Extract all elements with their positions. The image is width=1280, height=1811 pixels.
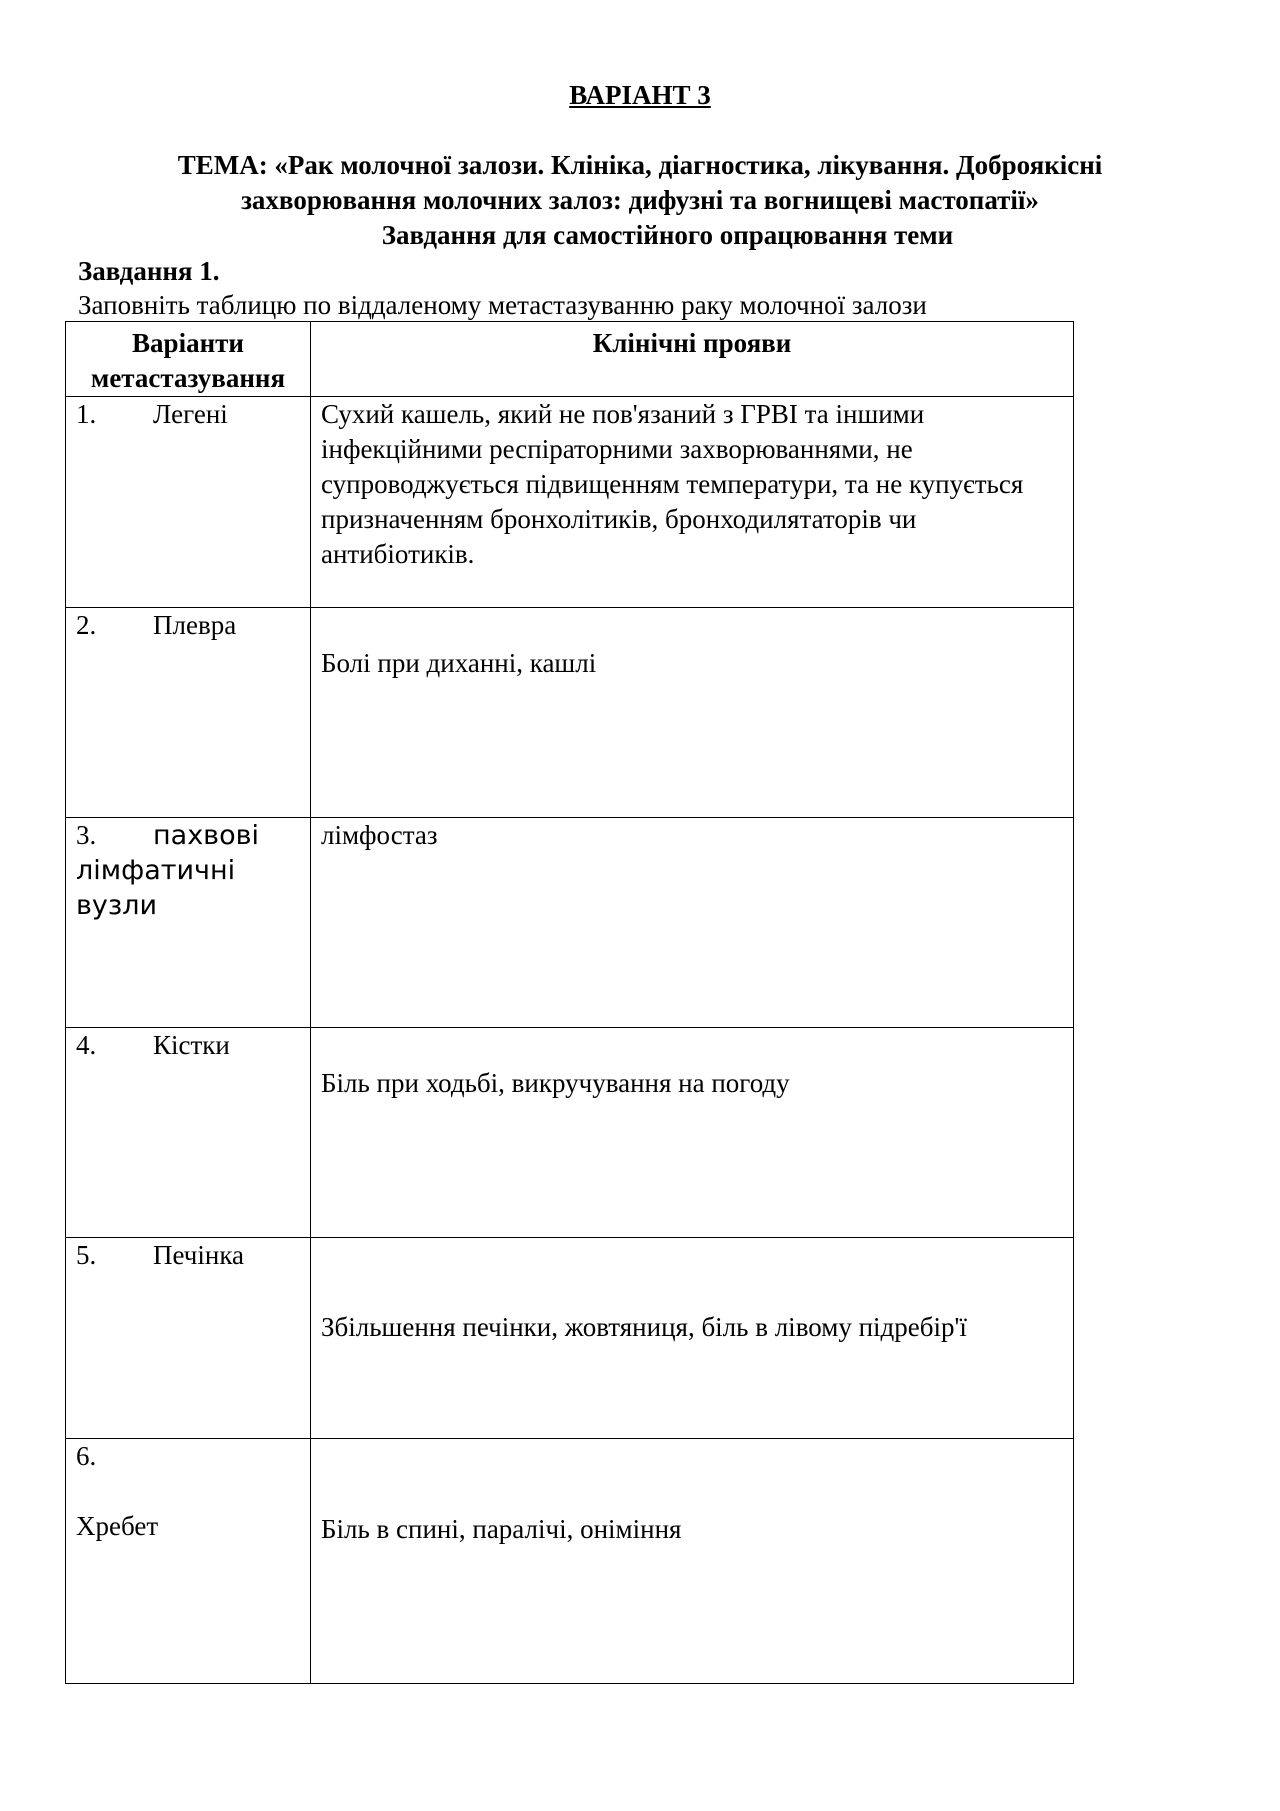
row-number: 6. — [76, 1441, 97, 1471]
manifest-cell: Біль при ходьбі, викручування на погоду — [311, 1028, 1074, 1238]
row-number: 4. — [76, 1030, 97, 1060]
row-number: 2. — [76, 610, 97, 640]
manifest-cell: Болі при диханні, кашлі — [311, 608, 1074, 818]
header-manifestations: Клінічні прояви — [311, 322, 1074, 397]
site-label: пахвові лімфатичні вузли — [76, 820, 260, 921]
site-label: Плевра — [153, 610, 237, 640]
assignment-subtitle: Завдання для самостійного опрацювання теми — [381, 220, 954, 250]
table-row — [66, 1028, 1074, 1238]
manifest-cell: лімфостаз — [311, 818, 1074, 1028]
variant-heading: ВАРІАНТ 3 — [569, 80, 711, 110]
table-header-row — [66, 322, 1074, 397]
theme-heading: ТЕМА: «Рак молочної залози. Клініка, діагностика, лікування. Доброякісні захворювання молочних залоз: дифузні та вогнищеві мастопатії» — [177, 150, 1103, 215]
row-number: 1. — [76, 399, 97, 429]
row-number: 3. — [76, 820, 97, 850]
site-cell — [66, 397, 311, 608]
site-cell — [66, 818, 311, 1028]
site-cell — [66, 1439, 311, 1684]
table-row — [66, 1439, 1074, 1684]
table-row — [66, 608, 1074, 818]
metastasis-table — [65, 321, 1074, 1684]
row-number: 5. — [76, 1240, 97, 1270]
site-label: Печінка — [153, 1240, 245, 1270]
site-cell — [66, 1028, 311, 1238]
site-label: Легені — [153, 399, 228, 429]
task-title: Завдання 1. — [78, 256, 220, 286]
site-label: Хребет — [76, 1511, 159, 1541]
task-description: Заповніть таблицю по віддаленому метастазуванню раку молочної залози — [78, 290, 927, 320]
site-cell — [66, 1238, 311, 1439]
manifest-cell: Сухий кашель, який не пов'язаний з ГРВІ та іншими інфекційними респіраторними захворюваннями, не супроводжується підвищенням температури, та не купується призначенням бронхолітиків, бронходилятаторів чи антибіотиків. — [311, 397, 1074, 608]
manifest-cell: Збільшення печінки, жовтяниця, біль в лівому підребір'ї — [311, 1238, 1074, 1439]
table-row — [66, 818, 1074, 1028]
site-label: Кістки — [153, 1030, 230, 1060]
header-variants: Варіанти метастазування — [66, 322, 311, 397]
site-cell — [66, 608, 311, 818]
table-row — [66, 397, 1074, 608]
table-row — [66, 1238, 1074, 1439]
manifest-cell: Біль в спині, паралічі, оніміння — [311, 1439, 1074, 1684]
